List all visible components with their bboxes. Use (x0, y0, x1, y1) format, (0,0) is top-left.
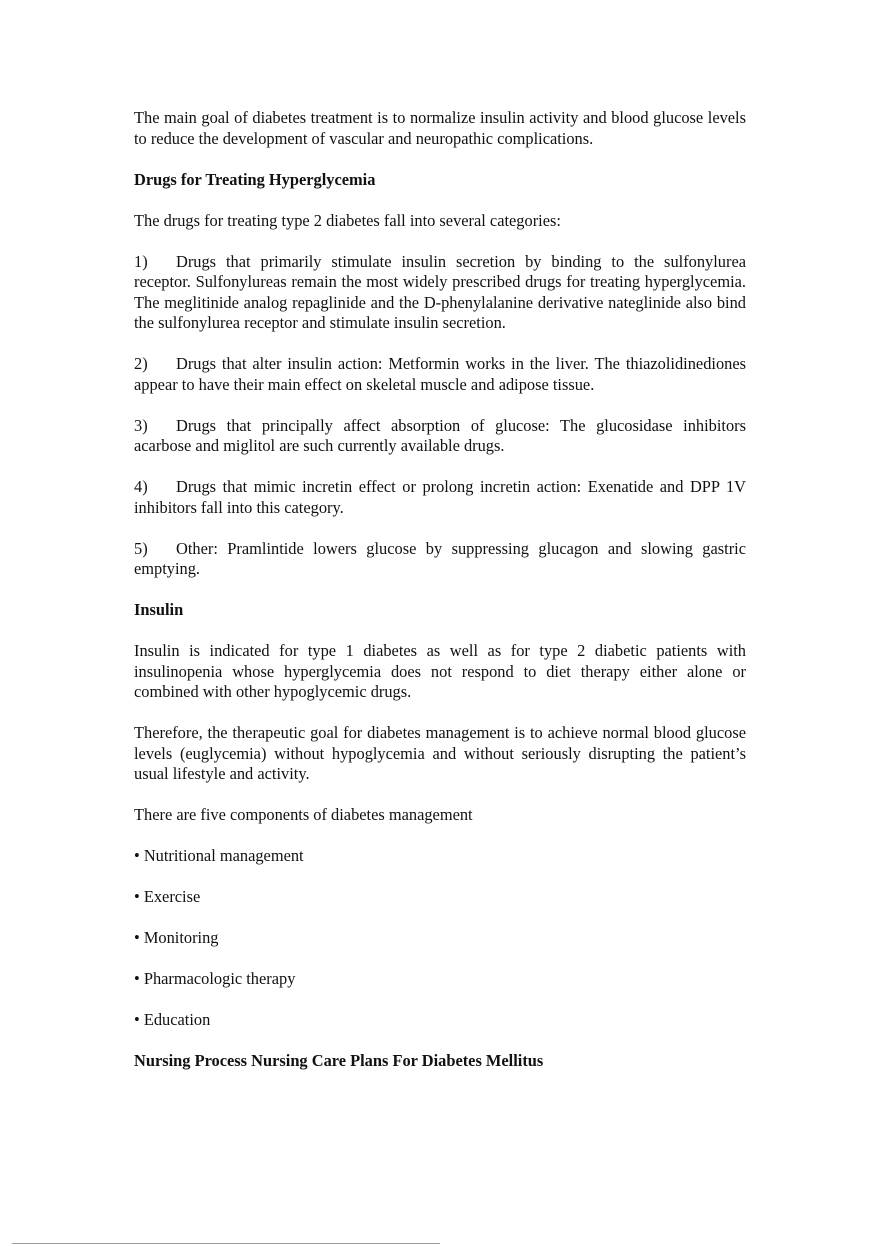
component-item: • Nutritional management (134, 846, 304, 865)
drug-item-number: 4) (134, 477, 148, 496)
drug-item (134, 539, 746, 580)
component-item: • Pharmacologic therapy (134, 969, 296, 988)
drug-item-number: 5) (134, 538, 148, 558)
drug-item (134, 252, 746, 334)
heading-drugs: Drugs for Treating Hyperglycemia (134, 169, 376, 189)
heading-insulin: Insulin (134, 600, 184, 619)
drug-item-text: Drugs that primarily stimulate insulin secretion by binding to the sulfonylurea receptor. Sulfonylureas remain the most widely prescribed drugs for treating hyperglycemia. The meglitinide analog repaglinide and the D-phenylalanine derivative nateglinide also bind the sulfonylurea receptor and stimulate insulin secretion. (134, 251, 746, 332)
intro-paragraph: The main goal of diabetes treatment is to normalize insulin activity and blood glucose levels to reduce the development of vascular and neuropathic complications. (134, 108, 746, 148)
drug-item-number: 3) (134, 415, 148, 435)
drug-item-number: 2) (134, 354, 148, 373)
drug-item (134, 354, 746, 395)
drug-item (134, 477, 746, 518)
components-intro: There are five components of diabetes management (134, 805, 473, 824)
component-item: • Education (134, 1010, 211, 1029)
drugs-intro-paragraph: The drugs for treating type 2 diabetes fall into several categories: (134, 210, 561, 230)
drug-item-text: Drugs that mimic incretin effect or prolong incretin action: Exenatide and DPP 1V inhibitors fall into this category. (134, 477, 746, 517)
document-body (134, 108, 746, 1072)
footnote-divider (12, 1243, 440, 1244)
component-item: • Exercise (134, 887, 201, 906)
drug-item-number: 1) (134, 251, 148, 271)
component-item: • Monitoring (134, 928, 219, 947)
insulin-paragraph-1: Insulin is indicated for type 1 diabetes as well as for type 2 diabetic patients with insulinopenia whose hyperglycemia does not respond to diet therapy either alone or combined with other hypoglycemic drugs. (134, 641, 746, 701)
drug-item-text: Drugs that alter insulin action: Metformin works in the liver. The thiazolidinediones appear to have their main effect on skeletal muscle and adipose tissue. (134, 354, 746, 394)
drug-item (134, 416, 746, 457)
insulin-paragraph-2: Therefore, the therapeutic goal for diabetes management is to achieve normal blood glucose levels (euglycemia) without hypoglycemia and without seriously disrupting the patient’s usual lifestyle and activity. (134, 723, 746, 783)
drug-item-text: Other: Pramlintide lowers glucose by suppressing glucagon and slowing gastric emptying. (134, 538, 746, 578)
drug-item-text: Drugs that principally affect absorption of glucose: The glucosidase inhibitors acarbose and miglitol are such currently available drugs. (134, 415, 746, 455)
heading-nursing: Nursing Process Nursing Care Plans For Diabetes Mellitus (134, 1051, 544, 1070)
